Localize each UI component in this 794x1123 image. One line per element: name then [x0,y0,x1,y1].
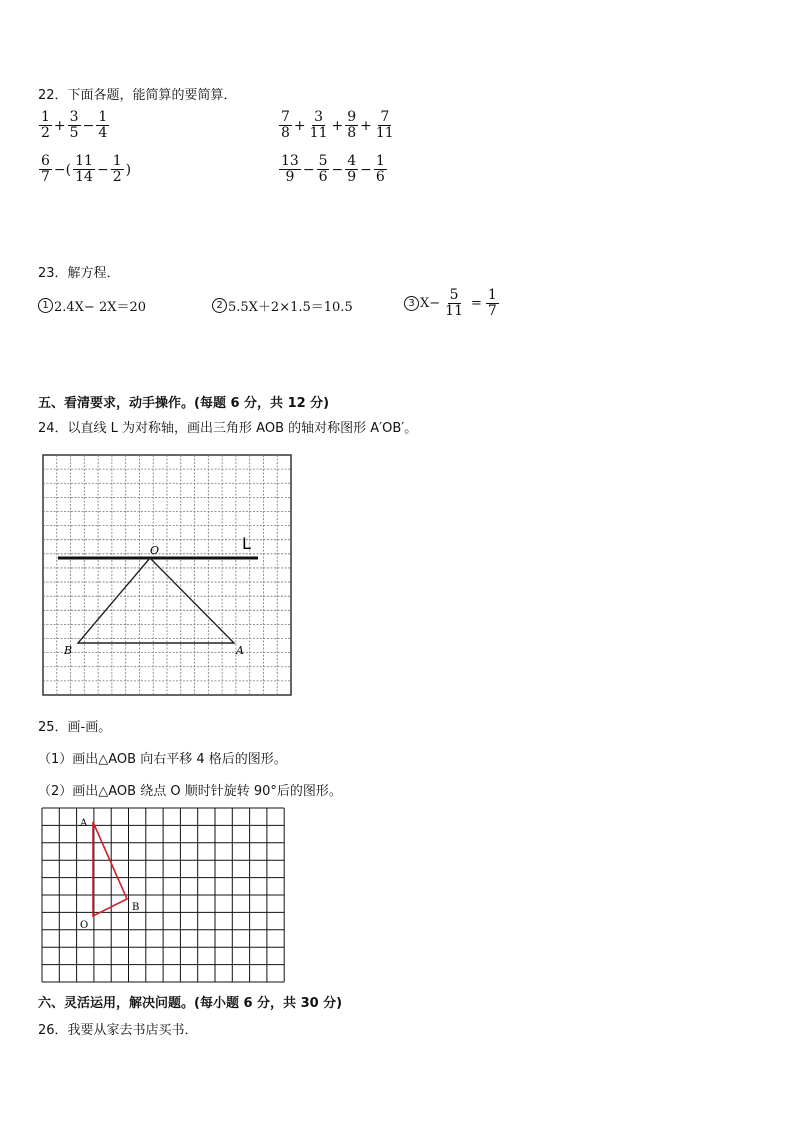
q26-title: 26．我要从家去书店买书． [38,1023,198,1038]
q25-sub-2: （2）画出△AOB 绕点 O 顺时针旋转 90°后的图形。 [38,784,342,799]
q22-expr-3: $\frac{6}{7}$ −( $\frac{11}{14}$ − $\frac{1}{2}$ ) [41,153,132,185]
q24-grid-figure [40,452,294,698]
q25-grid-figure [40,806,288,986]
circled-number: 3 [404,296,419,311]
q23-equation-3: 3 X− $\frac{5}{11}$ = $\frac{1}{7}$ [404,288,500,319]
q22-expr-1: $\frac{1}{2}$ + $\frac{3}{5}$ − $\frac{1}{4}$ [41,109,108,141]
label-L: L [242,534,251,553]
section-5-heading: 五、看清要求，动手操作。(每题 6 分，共 12 分) [38,396,330,411]
q23-equation-1: 1 2.4X− 2X＝20 [38,296,146,315]
grid-lines [42,808,284,982]
q25-title: 25．画-画。 [38,720,112,735]
triangle-AOB [93,822,127,916]
label-O: O [80,920,89,931]
label-B: B [132,902,140,913]
circled-number: 2 [212,298,227,313]
label-B: B [64,644,73,657]
label-O: O [150,544,160,557]
q22-title: 22．下面各题，能简算的要简算． [38,88,237,103]
label-A: A [80,818,88,829]
section-6-heading: 六、灵活运用，解决问题。(每小题 6 分，共 30 分) [38,996,343,1011]
q22-expr-4: $\frac{13}{9}$ − $\frac{5}{6}$ − $\frac{4}{9}$ − $\frac{1}{6}$ [281,153,385,185]
circled-number: 1 [38,298,53,313]
q24-title: 24．以直线 L 为对称轴，画出三角形 AOB 的轴对称图形 A′OB′。 [38,421,418,436]
q22-expr-2: $\frac{7}{8}$ + $\frac{3}{11}$ + $\frac{9}{8}$ + $\frac{7}{11}$ [281,109,394,141]
q25-sub-1: （1）画出△AOB 向右平移 4 格后的图形。 [38,752,287,767]
label-A: A [236,644,244,657]
q23-equation-2: 2 5.5X＋2×1.5＝10.5 [212,296,353,315]
q23-title: 23．解方程． [38,266,120,281]
